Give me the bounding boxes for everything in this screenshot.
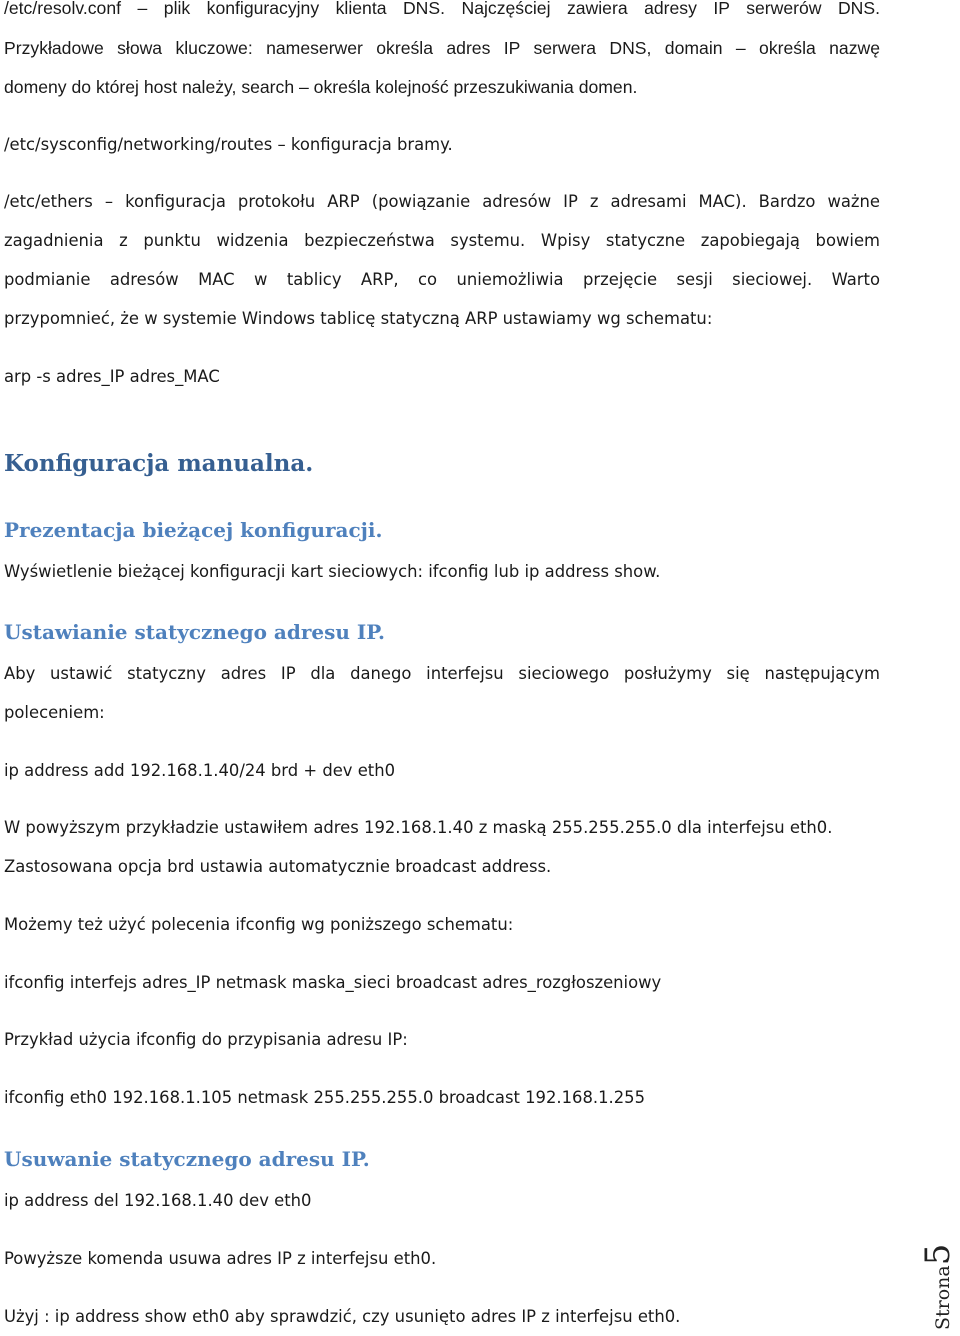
resolv-line-1: /etc/resolv.conf – plik konfiguracyjny klienta DNS. Najczęściej zawiera adresy IP serwerów DNS. (4, 0, 880, 18)
static-explanation-line-1: W powyższym przykładzie ustawiłem adres 192.168.1.40 z maską 255.255.255.0 dla interfejsu eth0. (4, 818, 833, 837)
ethers-line-4: przypomnieć, że w systemie Windows tablicę statyczną ARP ustawiamy wg schematu: (4, 309, 713, 328)
arp-command: arp -s adres_IP adres_MAC (4, 367, 220, 386)
remove-description: Powyższe komenda usuwa adres IP z interfejsu eth0. (4, 1249, 437, 1268)
routes-paragraph: /etc/sysconfig/networking/routes – konfiguracja bramy. (4, 135, 453, 154)
ip-add-command: ip address add 192.168.1.40/24 brd + dev eth0 (4, 761, 396, 780)
static-intro-line-1: Aby ustawić statyczny adres IP dla danego interfejsu sieciowego posłużymy się następującym (4, 664, 880, 683)
static-explanation-line-2: Zastosowana opcja brd ustawia automatycznie broadcast address. (4, 857, 552, 876)
ifconfig-alternative-text: Możemy też użyć polecenia ifconfig wg poniższego schematu: (4, 915, 514, 934)
page-number: 5 (918, 1243, 958, 1266)
ethers-line-1: /etc/ethers – konfiguracja protokołu ARP (powiązanie adresów IP z adresami MAC). Bardzo ważne (4, 192, 880, 211)
page-footer (918, 1240, 958, 1330)
page-label: Strona (932, 1265, 954, 1330)
resolv-line-2: Przykładowe słowa kluczowe: nameserwer określa adres IP serwera DNS, domain – określa nazwę (4, 38, 880, 58)
ip-del-command: ip address del 192.168.1.40 dev eth0 (4, 1191, 312, 1210)
heading-remove-ip: Usuwanie statycznego adresu IP. (4, 1147, 370, 1171)
static-intro-line-2: poleceniem: (4, 703, 105, 722)
heading-current-config: Prezentacja bieżącej konfiguracji. (4, 518, 383, 542)
heading-static-ip: Ustawianie statycznego adresu IP. (4, 620, 385, 644)
resolv-line-3: domeny do której host należy, search – określa kolejność przeszukiwania domen. (4, 77, 638, 97)
current-config-text: Wyświetlenie bieżącej konfiguracji kart sieciowych: ifconfig lub ip address show. (4, 562, 661, 581)
ifconfig-example-command: ifconfig eth0 192.168.1.105 netmask 255.255.255.0 broadcast 192.168.1.255 (4, 1088, 646, 1107)
ifconfig-schema-command: ifconfig interfejs adres_IP netmask maska_sieci broadcast adres_rozgłoszeniowy (4, 973, 662, 992)
ifconfig-example-label: Przykład użycia ifconfig do przypisania adresu IP: (4, 1030, 408, 1049)
heading-manual-config: Konfiguracja manualna. (4, 450, 314, 477)
ethers-line-3: podmianie adresów MAC w tablicy ARP, co uniemożliwia przejęcie sesji sieciowej. Warto (4, 270, 880, 289)
remove-check-text: Użyj : ip address show eth0 aby sprawdzić, czy usunięto adres IP z interfejsu eth0. (4, 1307, 681, 1326)
ethers-line-2: zagadnienia z punktu widzenia bezpieczeństwa systemu. Wpisy statyczne zapobiegają bowiem (4, 231, 880, 250)
